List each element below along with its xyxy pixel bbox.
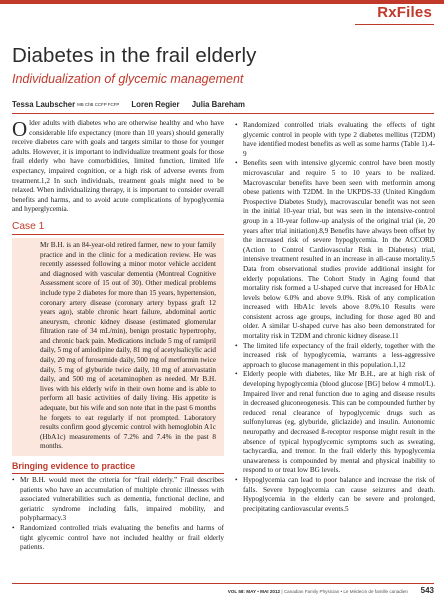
bullet-item: • Benefits seen with intensive glycemic control have been mostly microvascular and require 5 to 10 years to be realized. Macrovascular benefits have been seen with metformin among obese patients with T2DM. In the UKPDS-33 (United Kingdom Prospective Diabetes Study), macrovascular benefit was not seen in the initial 10-year trial, but was seen in the intensive-control group in a 10-year follow-up analysis of the original trial (ie, 20 years after trial initiation).8,9 Benefits have always been offset by the increased risk of severe hypoglycemia. In the ACCORD (Action to Control Cardiovascular Risk in Diabetes) trial, intensive treatment resulted in an increase in all-cause mortality.5 Data from observational studies provide additional insight for elderly populations. The Cohort Study in Aging found that mortality risk formed a U-shaped curve that increased for HbA1c levels below 6.0% and above 9.0%. Risk of any complication increased with HbA1c levels above 8.0%.10 Results were consistent across age groups, including for those aged 80 and older. A similar U-shaped curve has also been demonstrated for mortality risk in T2DM and chronic kidney disease.11 [235, 159, 435, 341]
footer-rule [12, 583, 434, 584]
bullet-item: • Randomized controlled trials evaluating the effects of tight glycemic control in people with type 2 diabetes mellitus (T2DM) have identified modest benefits as well as some harms (Table 1).4-9 [235, 121, 435, 159]
case-box [12, 238, 224, 456]
authors-rule [12, 113, 434, 114]
author [12, 100, 119, 109]
bullet-list-right [235, 121, 435, 514]
author-name: Tessa Laubscher [12, 100, 76, 109]
bullet-item: • Mr B.H. would meet the criteria for “frail elderly.” Frail describes patients who have an accumulation of multiple chronic illnesses with associated vulnerabilities such as dementia, functional decline, and geriatric syndrome including falls, impaired mobility, and polypharmacy.3 [12, 476, 224, 524]
bullet-item: • Hypoglycemia can lead to poor balance and increase the risk of falls. Severe hypoglycemia can cause seizures and death. Hypoglycemia in the elderly can be severe and prolonged, precipitating cardiovascular events.5 [235, 476, 435, 514]
article-subtitle: Individualization of glycemic management [12, 72, 244, 86]
bullet-item: • The limited life expectancy of the frail elderly, together with the increased risk of hypoglycemia, warrants a less-aggressive approach to glucose management in this population.1,12 [235, 342, 435, 371]
article-title: Diabetes in the frail elderly [12, 44, 257, 67]
case-heading: Case 1 [12, 221, 224, 235]
bullet-list-left [12, 476, 224, 553]
section-rule [355, 24, 434, 25]
right-column [235, 119, 435, 514]
bringing-heading: Bringing evidence to practice [12, 461, 224, 474]
drop-cap: O [12, 117, 28, 141]
footer-citation: VOL 58: MAY • MAI 2012 | Canadian Family Physician • Le Médecin de famille canadien [227, 589, 408, 594]
case-text: Mr B.H. is an 84-year-old retired farmer, new to your family practice and in the clinic for a medication review. He was recently assessed following a minor motor vehicle accident and diagnosed with vascular dementia (Montreal Cognitive Assessment score of 15 out of 30). Other medical problems include type 2 diabetes for more than 15 years, hypertension, coronary artery disease (coronary artery bypass graft 12 years ago), stable chronic heart failure, abdominal aortic aneurysm, chronic kidney disease (estimated glomerular filtration rate of 34 mL/min), benign prostatic hypertrophy, and chronic back pain. Medications include 5 mg of ramipril daily, 5 mg of amlodipine daily, 81 mg of acetylsalicylic acid daily, 20 mg of furosemide daily, 500 mg of metformin twice daily, 5 mg of glyburide twice daily, 10 mg of atorvastatin daily, and 500 mg of acetaminophen as needed. Mr B.H. lives with his elderly wife in their own home and is able to perform all basic activities of daily living. His appetite is adequate, but his wife and son note that in the past 6 months he forgets to eat regularly if not prompted. Laboratory results confirm good glycemic control with hemoglobin A1c (HbA1c) measurements of 7.2% and 7.4% in the past 8 months. [40, 240, 216, 451]
author-name: Loren Regier [131, 100, 180, 109]
author-credentials: MB ChB CCFP FCFP [77, 102, 120, 107]
left-column [12, 119, 224, 553]
author-name: Julia Bareham [191, 100, 245, 109]
intro-paragraph [12, 119, 224, 215]
bullet-item: • Randomized controlled trials evaluating the benefits and harms of tight glycemic control have not included healthy or frail elderly patients. [12, 524, 224, 553]
author [131, 100, 179, 109]
intro-text: lder adults with diabetes who are otherwise healthy and who have considerable life expectancy (more than 10 years) should generally receive diabetes care with goals and targets similar to those for younger adults. However, it is important to individualize treatment goals for those frail elderly who have comorbidities, limited function, limited life expectancy, impaired cognition, or a high risk of adverse events from treatment.1,2 In such individuals, treatment goals might need to be relaxed. When individualizing therapy, it is important to consider overall benefits and harms, and to avoid acute complications of hypoglycemia and hyperglycemia. [12, 119, 224, 214]
page-number: 543 [420, 586, 434, 595]
section-label: RxFiles [377, 4, 432, 21]
footer-volume: VOL 58: MAY • MAI 2012 [227, 589, 281, 594]
author-line [12, 100, 255, 109]
footer-journal: Canadian Family Physician • Le Médecin de famille canadien [283, 589, 408, 594]
author [192, 100, 245, 109]
bullet-item: • Elderly people with diabetes, like Mr B.H., are at high risk of developing hypoglycemia (blood glucose [BG] below 4 mmol/L). Impaired liver and renal function due to aging and disease results in decreased gluconeogenesis. This can be compounded further by reduced renal clearance of hypoglycemic drugs such as sulfonylureas (eg, glyburide, gliclazide) and insulin. Autonomic neuropathy and decreased ß-receptor response might result in the absence of typical hypoglycemic symptoms such as sweating, tachycardia, and tremor. In the frail elderly this hypoglycemia unawareness is compounded by mental and physical inability to respond to or treat low BG levels. [235, 370, 435, 476]
page-footer [0, 583, 444, 597]
